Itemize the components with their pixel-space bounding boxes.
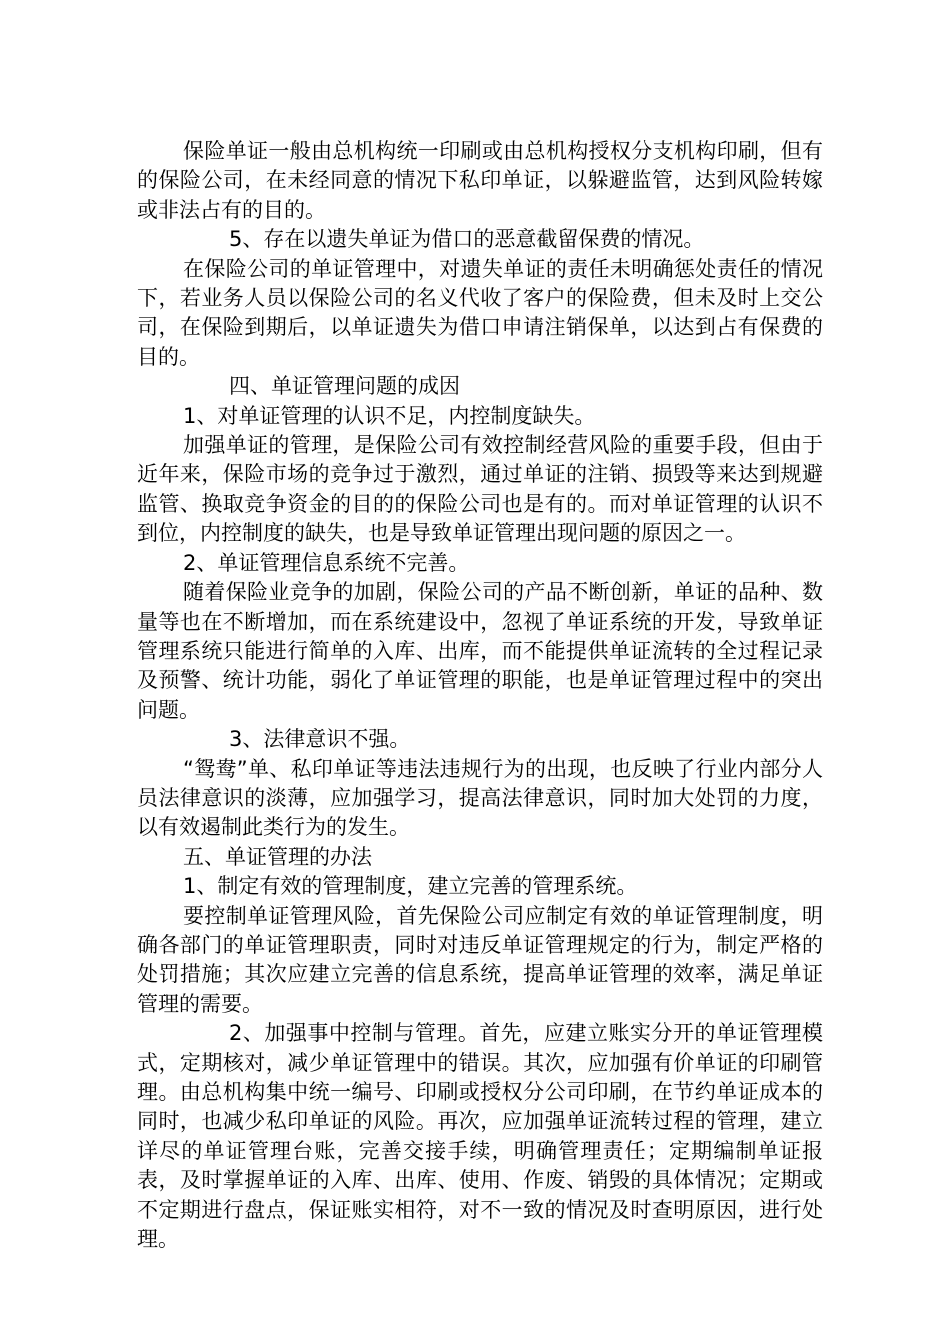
section-heading-methods: 五、单证管理的办法: [183, 844, 372, 869]
paragraph-cause-3: “鸳鸯”单、私印单证等违法违规行为的出现，也反映了行业内部分人员法律意识的淡薄，应加强学习，提高法律意识，同时加大处罚的力度，以有效遏制此类行为的发生。: [137, 756, 823, 840]
subheading-cause-2: 2、单证管理信息系统不完善。: [183, 550, 470, 575]
section-heading-causes: 四、单证管理问题的成因: [229, 374, 460, 399]
document-page: [137, 137, 823, 1254]
paragraph-cause-1: 加强单证的管理，是保险公司有效控制经营风险的重要手段，但由于近年来，保险市场的竞争过于激烈，通过单证的注销、损毁等来达到规避监管、换取竞争资金的目的的保险公司也是有的。而对单证管理的认识不到位，内控制度的缺失，也是导致单证管理出现问题的原因之一。: [137, 433, 823, 546]
subheading-method-1: 1、制定有效的管理制度，建立完善的管理系统。: [183, 874, 638, 899]
subheading-cause-1: 1、对单证管理的认识不足，内控制度缺失。: [183, 403, 596, 428]
paragraph-lost-certificate: 在保险公司的单证管理中，对遗失单证的责任未明确惩处责任的情况下，若业务人员以保险公司的名义代收了客户的保险费，但未及时上交公司，在保险到期后，以单证遗失为借口申请注销保单，以达到占有保费的目的。: [137, 256, 823, 369]
subheading-cause-3: 3、法律意识不强。: [229, 727, 411, 752]
paragraph-method-2: 2、加强事中控制与管理。首先，应建立账实分开的单证管理模式，定期核对，减少单证管理中的错误。其次，应加强有价单证的印刷管理。由总机构集中统一编号、印刷或授权分公司印刷，在节约单证成本的同时，也减少私印单证的风险。再次，应加强单证流转过程的管理，建立详尽的单证管理台账，完善交接手续，明确管理责任；定期编制单证报表，及时掌握单证的入库、出库、使用、作废、销毁的具体情况；定期或不定期进行盘点，保证账实相符，对不一致的情况及时查明原因，进行处理。: [137, 1021, 823, 1252]
paragraph-method-1: 要控制单证管理风险，首先保险公司应制定有效的单证管理制度，明确各部门的单证管理职责，同时对违反单证管理规定的行为，制定严格的处罚措施；其次应建立完善的信息系统，提高单证管理的效率，满足单证管理的需要。: [137, 903, 823, 1016]
paragraph-unified-printing: 保险单证一般由总机构统一印刷或由总机构授权分支机构印刷，但有的保险公司，在未经同意的情况下私印单证，以躲避监管，达到风险转嫁或非法占有的目的。: [137, 139, 823, 222]
paragraph-cause-2: 随着保险业竞争的加剧，保险公司的产品不断创新，单证的品种、数量等也在不断增加，而在系统建设中，忽视了单证系统的开发，导致单证管理系统只能进行简单的入库、出库，而不能提供单证流转的全过程记录及预警、统计功能，弱化了单证管理的职能，也是单证管理过程中的突出问题。: [137, 580, 823, 722]
paragraph-point-5-heading: 5、存在以遗失单证为借口的恶意截留保费的情况。: [229, 227, 705, 252]
